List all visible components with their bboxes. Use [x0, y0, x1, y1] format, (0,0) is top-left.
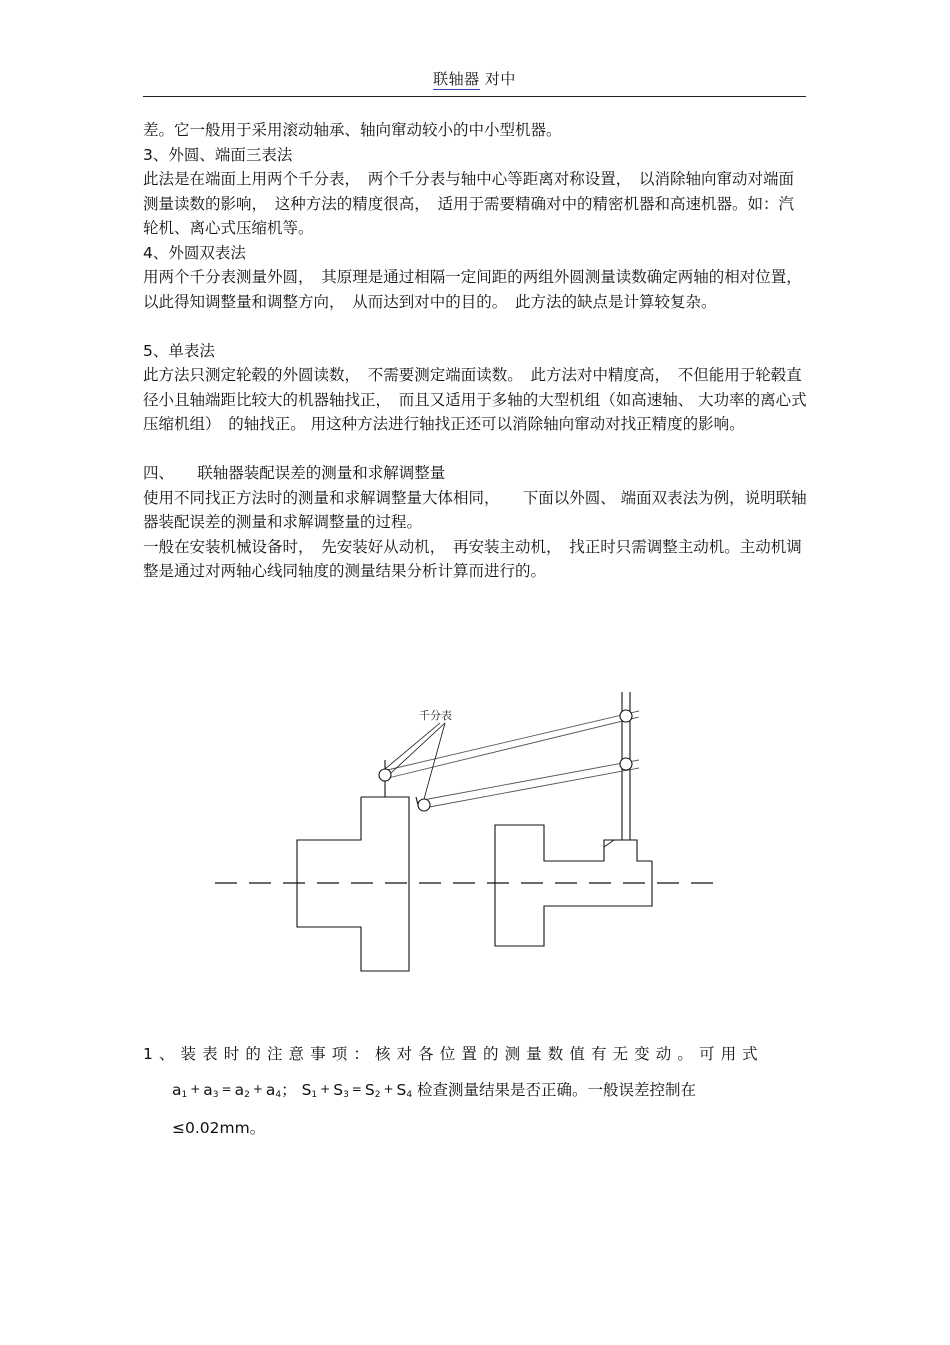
- paragraph: 一般在安装机械设备时， 先安装好从动机， 再安装主动机， 找正时只需调整主动机。主动机调整是通过对两轴心线同轴度的测量结果分析计算而进行的。: [143, 537, 802, 580]
- figure-label: 千分表: [419, 709, 452, 722]
- leader-line: [391, 723, 445, 773]
- formula-subscript: 4: [275, 1090, 282, 1100]
- formula-term: S: [396, 1081, 407, 1099]
- tolerance-limit: ≤0.02mm。: [172, 1119, 266, 1137]
- paragraph: 此法是在端面上用两个千分表， 两个千分表与轴中心等距离对称设置， 以消除轴向窜动对端面测量读数的影响， 这种方法的精度很高， 适用于需要精确对中的精密机器和高速机器。如：汽轮机、离心式压缩机等。: [143, 170, 795, 237]
- leader-line: [385, 723, 440, 769]
- section-heading: 3、外圆、端面三表法: [143, 145, 293, 164]
- section-heading: 四、 联轴器装配误差的测量和求解调整量: [143, 464, 446, 482]
- formula-subscript: 3: [212, 1090, 219, 1100]
- formula-term: S: [301, 1081, 312, 1099]
- indicator-dial: [418, 799, 430, 811]
- formula-tail-text: 检查测量结果是否正确。一般误差控制在: [417, 1081, 697, 1099]
- paragraph: 使用不同找正方法时的测量和求解调整量大体相同， 下面以外圆、 端面双表法为例，说明联轴器装配误差的测量和求解调整量的过程。: [143, 488, 807, 531]
- formula-subscript: 2: [244, 1090, 250, 1100]
- formula-operator: +: [320, 1082, 331, 1096]
- check-formula: [172, 1078, 696, 1100]
- header-rule: [143, 96, 806, 97]
- right-hub: [495, 825, 652, 946]
- header-title-rest: 对中: [479, 70, 516, 88]
- paragraph: 用两个千分表测量外圆， 其原理是通过相隔一定间距的两组外圆测量读数确定两轴的相对位置， 以此得知调整量和调整方向， 从而达到对中的目的。 此方法的缺点是计算较复杂。: [143, 268, 810, 311]
- formula-operator: =: [351, 1082, 362, 1096]
- indicator-rod: [423, 760, 639, 800]
- header-title-underlined: 联轴器: [433, 70, 480, 88]
- spacer: [143, 437, 808, 462]
- formula-subscript: 3: [343, 1090, 349, 1100]
- indicator-dial: [620, 710, 632, 722]
- formula-operator: +: [252, 1082, 263, 1096]
- formula-term: a: [265, 1081, 276, 1099]
- formula-operator: +: [383, 1082, 394, 1096]
- indicator-dial: [379, 769, 391, 781]
- indicator-rod: [424, 768, 639, 808]
- section-heading: 4、外圆双表法: [143, 243, 246, 262]
- formula-separator: ；: [281, 1081, 297, 1099]
- left-hub: [297, 797, 409, 971]
- spacer: [143, 314, 808, 339]
- formula-term: a: [203, 1081, 213, 1099]
- page-header: [143, 68, 806, 89]
- formula-subscript: 2: [374, 1090, 381, 1100]
- stand-foot: [604, 840, 614, 847]
- formula-operator: =: [221, 1082, 232, 1096]
- formula-term: S: [364, 1081, 375, 1099]
- indicator-rod: [384, 717, 639, 779]
- paragraph: 此方法只测定轮毂的外圆读数， 不需要测定端面读数。 此方法对中精度高， 不但能用于轮毂直径小且轴端距比较大的机器轴找正， 而且又适用于多轴的大型机组（如高速轴、 大功率的离心式压缩机组） 的轴找正。 用这种方法进行轴找正还可以消除轴向窜动对找正精度的影响。: [143, 366, 807, 433]
- formula-term: S: [333, 1081, 344, 1099]
- formula-term: a: [172, 1081, 182, 1099]
- note-line: 1、装表时的注意事项：核对各位置的测量数值有无变动。可用式: [143, 1045, 764, 1063]
- indicator-dial: [620, 758, 632, 770]
- formula-subscript: 1: [311, 1090, 318, 1100]
- section-heading: 5、单表法: [143, 341, 215, 360]
- formula-operator: +: [190, 1082, 201, 1096]
- body-text: [143, 118, 808, 584]
- formula-subscript: 1: [181, 1090, 188, 1100]
- indicator-stem: [416, 797, 418, 805]
- formula-term: a: [234, 1081, 245, 1099]
- formula-subscript: 4: [406, 1090, 413, 1100]
- coupling-alignment-diagram: [200, 680, 740, 980]
- paragraph: 差。它一般用于采用滚动轴承、轴向窜动较小的中小型机器。: [143, 121, 562, 139]
